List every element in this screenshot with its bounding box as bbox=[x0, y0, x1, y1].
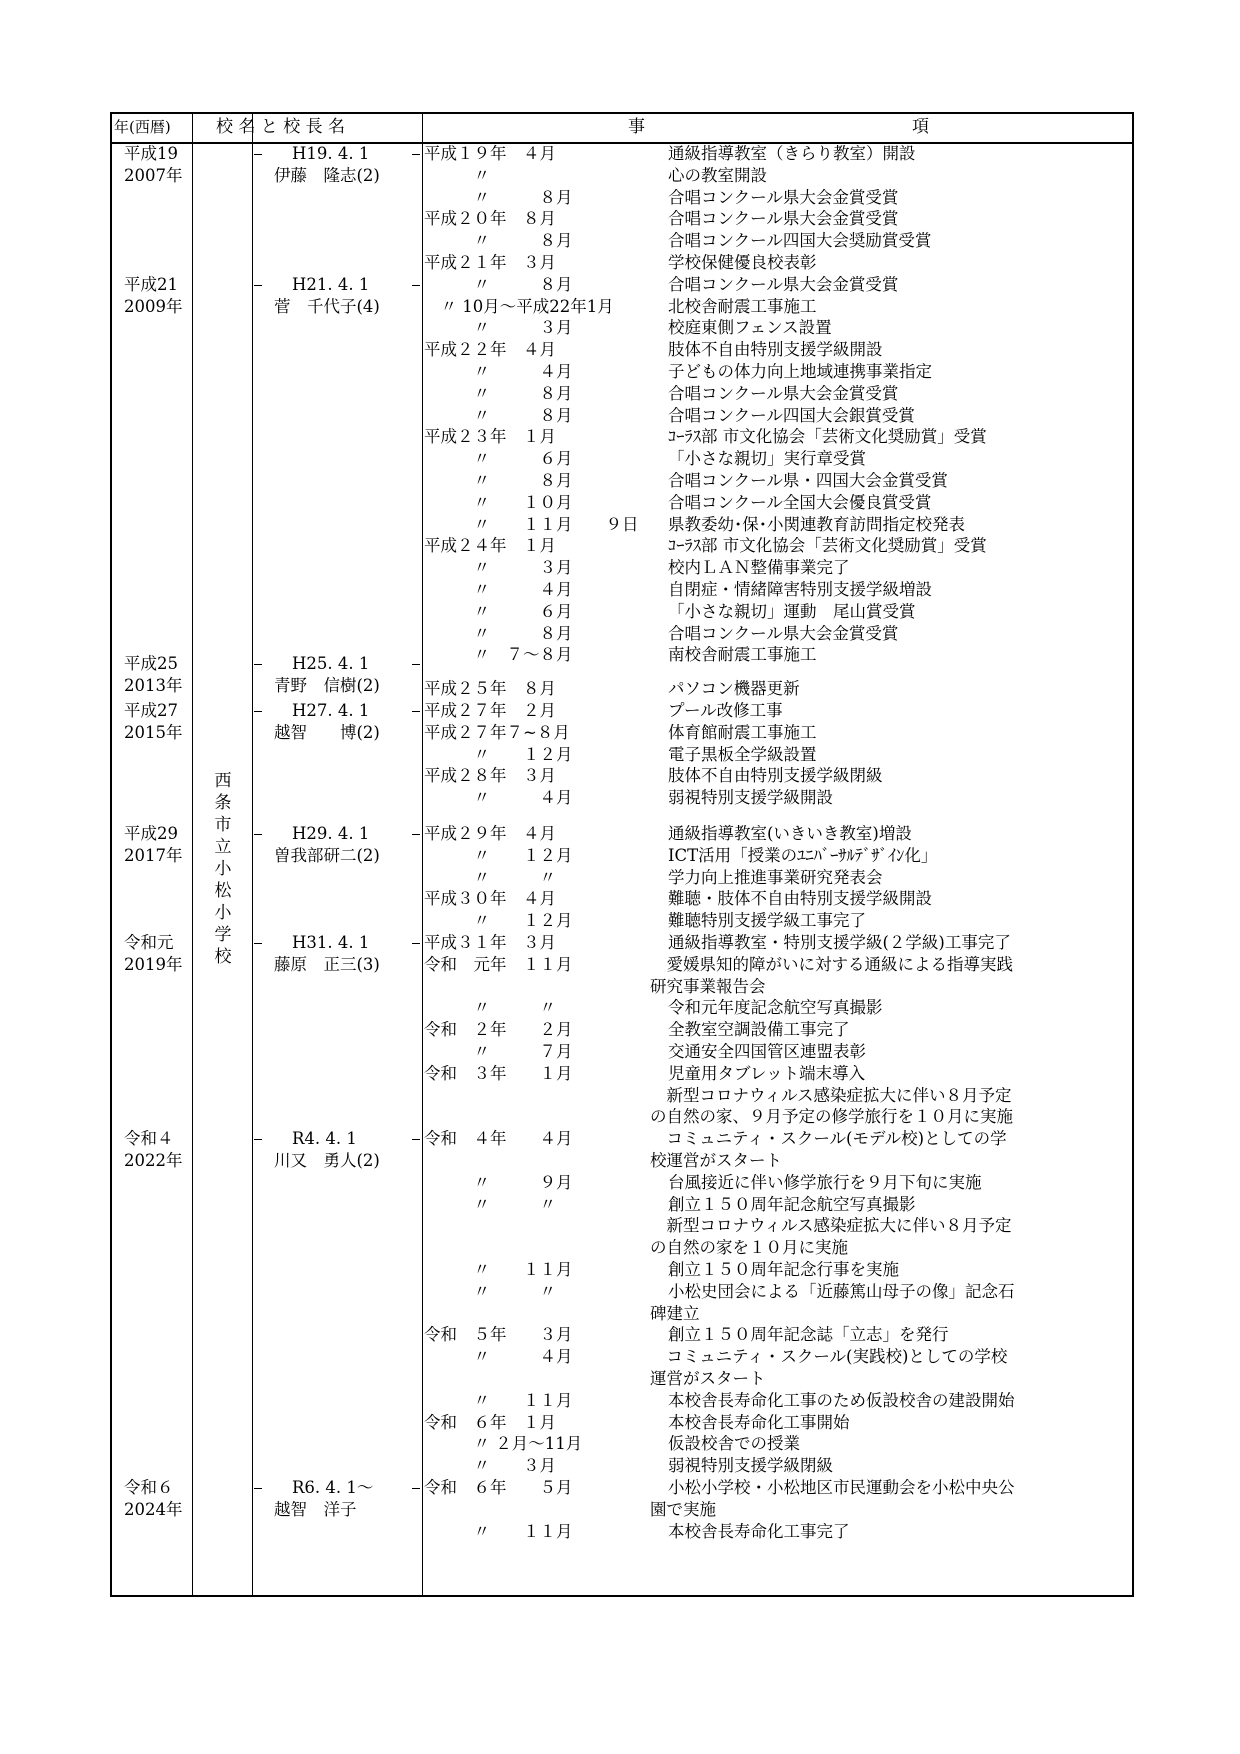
year-era: 平成21 bbox=[124, 274, 178, 294]
event-text: 北校舎耐震工事施工 bbox=[668, 296, 817, 316]
header-event-1: 事 bbox=[628, 117, 645, 137]
principal-start-date: H19. 4. 1 bbox=[292, 144, 370, 163]
event-date: 〃 １１月 bbox=[424, 1521, 573, 1541]
event-text: 合唱コンクール四国大会奨励賞受賞 bbox=[668, 231, 932, 251]
event-date: 〃 ６月 bbox=[424, 449, 573, 469]
term-marker bbox=[412, 154, 420, 155]
column-divider-school bbox=[252, 112, 253, 1597]
event-text: の自然の家、９月予定の修学旅行を１０月に実施 bbox=[650, 1107, 1013, 1127]
event-date: 令和 ４年 ４月 bbox=[424, 1129, 573, 1149]
event-text: ｺｰﾗｽ部 市文化協会「芸術文化奨励賞」受賞 bbox=[668, 427, 987, 447]
event-date: 平成３１年 ３月 bbox=[424, 933, 556, 952]
event-text: 新型コロナウィルス感染症拡大に伴い８月予定 bbox=[650, 1216, 1012, 1236]
term-marker bbox=[254, 154, 262, 155]
term-marker bbox=[412, 664, 420, 665]
event-text: 本校舎長寿命化工事開始 bbox=[668, 1412, 850, 1432]
event-text: 合唱コンクール県大会金賞受賞 bbox=[668, 187, 899, 207]
header-school-principal: 校 名 と 校 長 名 bbox=[216, 117, 346, 137]
event-text: 創立１５０周年記念航空写真撮影 bbox=[668, 1194, 916, 1214]
event-date: 〃 １１月 ９日 bbox=[424, 514, 639, 534]
event-date: 令和 ６年 ５月 bbox=[424, 1478, 573, 1497]
year-era: 平成19 bbox=[124, 144, 178, 163]
header-year: 年(西暦) bbox=[114, 118, 171, 136]
column-divider-principal bbox=[422, 112, 423, 1597]
event-date: 平成１９年 ４月 bbox=[424, 144, 556, 163]
event-text: パソコン機器更新 bbox=[668, 679, 800, 699]
principal-start-date: H21. 4. 1 bbox=[292, 274, 370, 294]
event-text: 碑建立 bbox=[650, 1303, 700, 1323]
event-text: 難聴・肢体不自由特別支援学級開設 bbox=[668, 889, 932, 909]
event-date: 〃 ６月 bbox=[424, 601, 573, 621]
event-text: コミュニティ・スクール(モデル校)としての学 bbox=[650, 1129, 1007, 1149]
event-text: 学校保健優良校表彰 bbox=[668, 253, 817, 272]
year-ad: 2015年 bbox=[124, 723, 183, 742]
term-marker bbox=[412, 711, 420, 712]
year-era: 平成25 bbox=[124, 654, 178, 674]
event-text: 校内ＬＡＮ整備事業完了 bbox=[668, 558, 850, 578]
event-text: の自然の家を１０月に実施 bbox=[650, 1238, 848, 1258]
event-date: 〃 ２月～11月 bbox=[424, 1434, 583, 1454]
event-text: 研究事業報告会 bbox=[650, 976, 766, 996]
principal-name: 藤原 正三(3) bbox=[274, 955, 380, 974]
event-date: 平成２１年 ３月 bbox=[424, 253, 556, 272]
event-date: 〃 １１月 bbox=[424, 1260, 573, 1279]
term-marker bbox=[412, 1488, 420, 1489]
event-date: 平成２３年 １月 bbox=[424, 427, 556, 447]
event-text: 合唱コンクール県・四国大会金賞受賞 bbox=[668, 471, 948, 490]
event-text: 通級指導教室・特別支援学級(２学級)工事完了 bbox=[668, 933, 1011, 952]
term-marker bbox=[254, 1488, 262, 1489]
event-date: 〃 ８月 bbox=[424, 231, 573, 251]
term-marker bbox=[254, 1139, 262, 1140]
year-ad: 2007年 bbox=[124, 166, 183, 185]
event-date: 令和 ５年 ３月 bbox=[424, 1325, 573, 1345]
event-date: 〃 ８月 bbox=[424, 383, 573, 403]
event-date: 〃 ３月 bbox=[424, 558, 573, 578]
term-marker bbox=[412, 834, 420, 835]
event-date: 〃 ４月 bbox=[424, 362, 573, 381]
event-text: 「小さな親切」実行章受賞 bbox=[668, 449, 866, 469]
event-date: 令和 ３年 １月 bbox=[424, 1063, 573, 1083]
year-ad: 2017年 bbox=[124, 846, 183, 865]
term-marker bbox=[254, 664, 262, 665]
event-text: 台風接近に伴い修学旅行を９月下旬に実施 bbox=[668, 1172, 982, 1192]
year-era: 令和元 bbox=[124, 933, 174, 952]
event-text: 体育館耐震工事施工 bbox=[668, 722, 817, 742]
event-text: 合唱コンクール県大会金賞受賞 bbox=[668, 383, 899, 403]
event-date: 〃 ４月 bbox=[424, 1347, 573, 1367]
event-text: 合唱コンクール県大会金賞受賞 bbox=[668, 623, 899, 643]
principal-start-date: H31. 4. 1 bbox=[292, 933, 370, 952]
event-text: 学力向上推進事業研究発表会 bbox=[668, 867, 883, 887]
event-text: ｺｰﾗｽ部 市文化協会「芸術文化奨励賞」受賞 bbox=[668, 536, 987, 556]
event-date: 〃 ４月 bbox=[424, 580, 573, 599]
year-ad: 2009年 bbox=[124, 296, 183, 316]
event-text: ICT活用「授業のﾕﾆﾊﾞｰｻﾙﾃﾞｻﾞｲﾝ化」 bbox=[668, 845, 938, 865]
event-text: 合唱コンクール県大会金賞受賞 bbox=[668, 209, 899, 229]
event-text: 合唱コンクール県大会金賞受賞 bbox=[668, 274, 899, 294]
event-date: 〃 １２月 bbox=[424, 845, 573, 865]
event-text: 全教室空調設備工事完了 bbox=[668, 1020, 850, 1040]
event-text: 南校舎耐震工事施工 bbox=[668, 645, 817, 665]
event-text: プール改修工事 bbox=[668, 701, 783, 720]
event-text: 仮設校舎での授業 bbox=[668, 1434, 800, 1454]
principal-name: 菅 千代子(4) bbox=[274, 296, 380, 316]
event-date: 平成２９年 ４月 bbox=[424, 824, 556, 843]
event-text: 通級指導教室(いきいき教室)増設 bbox=[668, 824, 912, 843]
event-text: 難聴特別支援学級工事完了 bbox=[668, 911, 866, 931]
event-text: 運営がスタート bbox=[650, 1369, 766, 1388]
event-text: 令和元年度記念航空写真撮影 bbox=[668, 998, 883, 1018]
event-text: 合唱コンクール全国大会優良賞受賞 bbox=[668, 492, 932, 512]
principal-start-date: H27. 4. 1 bbox=[292, 701, 370, 720]
event-date: 〃 ８月 bbox=[424, 405, 573, 425]
event-date: 〃 ４月 bbox=[424, 788, 573, 808]
term-marker bbox=[254, 943, 262, 944]
year-era: 令和６ bbox=[124, 1478, 174, 1497]
event-text: 「小さな親切」運動 尾山賞受賞 bbox=[668, 601, 916, 621]
event-text: 子どもの体力向上地域連携事業指定 bbox=[668, 362, 932, 381]
principal-name: 川又 勇人(2) bbox=[274, 1151, 380, 1171]
year-era: 令和４ bbox=[124, 1129, 174, 1149]
principal-name: 青野 信樹(2) bbox=[274, 676, 380, 696]
principal-start-date: R4. 4. 1 bbox=[292, 1129, 357, 1149]
event-text: 新型コロナウィルス感染症拡大に伴い８月予定 bbox=[650, 1085, 1012, 1105]
event-date: 平成２２年 ４月 bbox=[424, 340, 556, 360]
event-text: 心の教室開設 bbox=[668, 165, 767, 185]
event-text: 弱視特別支援学級閉級 bbox=[668, 1456, 833, 1476]
event-date: 〃 〃 bbox=[424, 998, 556, 1018]
column-divider-year bbox=[192, 112, 193, 1597]
event-text: 本校舎長寿命化工事のため仮設校舎の建設開始 bbox=[668, 1390, 1015, 1410]
event-date: 〃 ８月 bbox=[424, 274, 573, 294]
event-text: 弱視特別支援学級開設 bbox=[668, 788, 833, 808]
principal-start-date: H29. 4. 1 bbox=[292, 824, 370, 843]
year-era: 平成27 bbox=[124, 701, 178, 720]
school-name: 西条市立小松小学校 bbox=[214, 771, 232, 967]
year-era: 平成29 bbox=[124, 824, 178, 843]
event-date: 平成２８年 ３月 bbox=[424, 766, 556, 786]
event-date: 平成２４年 １月 bbox=[424, 536, 556, 556]
event-text: 合唱コンクール四国大会銀賞受賞 bbox=[668, 405, 915, 425]
event-text: 県教委幼･保･小関連教育訪問指定校発表 bbox=[668, 514, 965, 534]
header-event-2: 項 bbox=[912, 117, 929, 137]
event-date: 〃 bbox=[424, 165, 490, 185]
event-date: 平成２０年 ８月 bbox=[424, 209, 556, 229]
principal-name: 越智 博(2) bbox=[274, 723, 380, 742]
event-date: 〃 １１月 bbox=[424, 1390, 573, 1410]
event-date: 〃 ７月 bbox=[424, 1042, 573, 1061]
principal-name: 曽我部研二(2) bbox=[274, 846, 380, 865]
year-ad: 2019年 bbox=[124, 955, 183, 974]
principal-start-date: R6. 4. 1～ bbox=[292, 1478, 374, 1497]
event-text: 自閉症・情緒障害特別支援学級増設 bbox=[668, 580, 932, 599]
term-marker bbox=[412, 943, 420, 944]
event-date: 〃 １２月 bbox=[424, 911, 573, 931]
event-date: 令和 ６年 １月 bbox=[424, 1412, 556, 1432]
event-text: 通級指導教室（きらり教室）開設 bbox=[668, 144, 916, 163]
event-date: 〃 ８月 bbox=[424, 623, 573, 643]
term-marker bbox=[254, 711, 262, 712]
event-text: 児童用タブレット端末導入 bbox=[668, 1063, 866, 1083]
chronology-table bbox=[110, 112, 1134, 1597]
event-text: 小松史団会による「近藤篤山母子の像」記念石 bbox=[668, 1281, 1015, 1301]
event-date: 〃 ３月 bbox=[424, 318, 573, 338]
event-date: 〃 〃 bbox=[424, 867, 556, 887]
event-text: 創立１５０周年記念行事を実施 bbox=[668, 1260, 899, 1279]
year-ad: 2013年 bbox=[124, 676, 183, 696]
event-date: 〃 〃 bbox=[424, 1281, 556, 1301]
principal-start-date: H25. 4. 1 bbox=[292, 654, 370, 674]
event-text: 本校舎長寿命化工事完了 bbox=[668, 1521, 850, 1541]
year-ad: 2022年 bbox=[124, 1151, 183, 1171]
event-date: 〃 ８月 bbox=[424, 471, 573, 490]
event-text: 肢体不自由特別支援学級閉級 bbox=[668, 766, 883, 786]
event-date: 平成３０年 ４月 bbox=[424, 889, 556, 909]
event-text: 愛媛県知的障がいに対する通級による指導実践 bbox=[650, 954, 1013, 974]
term-marker bbox=[412, 285, 420, 286]
event-date: 平成２５年 ８月 bbox=[424, 679, 556, 699]
event-text: コミュニティ・スクール(実践校)としての学校 bbox=[650, 1347, 1008, 1367]
event-date: 〃 １０月 bbox=[424, 492, 573, 512]
event-date: 〃 ３月 bbox=[424, 1456, 556, 1476]
term-marker bbox=[254, 285, 262, 286]
principal-name: 越智 洋子 bbox=[274, 1500, 357, 1519]
event-date: 〃 １２月 bbox=[424, 744, 573, 764]
event-date: 〃 ９月 bbox=[424, 1172, 573, 1192]
event-text: 創立１５０周年記念誌「立志」を発行 bbox=[668, 1325, 949, 1345]
event-date: 〃 ８月 bbox=[424, 187, 573, 207]
event-date: 平成２７年７~８月 bbox=[424, 722, 570, 742]
event-date: 令和 元年 １１月 bbox=[424, 954, 573, 974]
event-text: 小松小学校・小松地区市民運動会を小松中央公 bbox=[668, 1478, 1015, 1497]
event-date: 令和 ２年 ２月 bbox=[424, 1020, 573, 1040]
event-text: 肢体不自由特別支援学級開設 bbox=[668, 340, 883, 360]
header-divider bbox=[110, 142, 1134, 144]
year-ad: 2024年 bbox=[124, 1500, 183, 1519]
event-date: 〃 〃 bbox=[424, 1194, 556, 1214]
event-text: 校運営がスタート bbox=[650, 1151, 782, 1170]
event-text: 園で実施 bbox=[650, 1499, 716, 1519]
term-marker bbox=[254, 834, 262, 835]
event-text: 電子黒板全学級設置 bbox=[668, 744, 817, 764]
principal-name: 伊藤 隆志(2) bbox=[274, 166, 380, 185]
event-date: 平成２７年 ２月 bbox=[424, 701, 556, 720]
event-text: 校庭東側フェンス設置 bbox=[668, 318, 832, 338]
event-text: 交通安全四国管区連盟表彰 bbox=[668, 1042, 866, 1061]
term-marker bbox=[412, 1139, 420, 1140]
event-date: 〃 10月～平成22年1月 bbox=[424, 296, 614, 316]
event-date: 〃 ７～８月 bbox=[424, 645, 573, 665]
